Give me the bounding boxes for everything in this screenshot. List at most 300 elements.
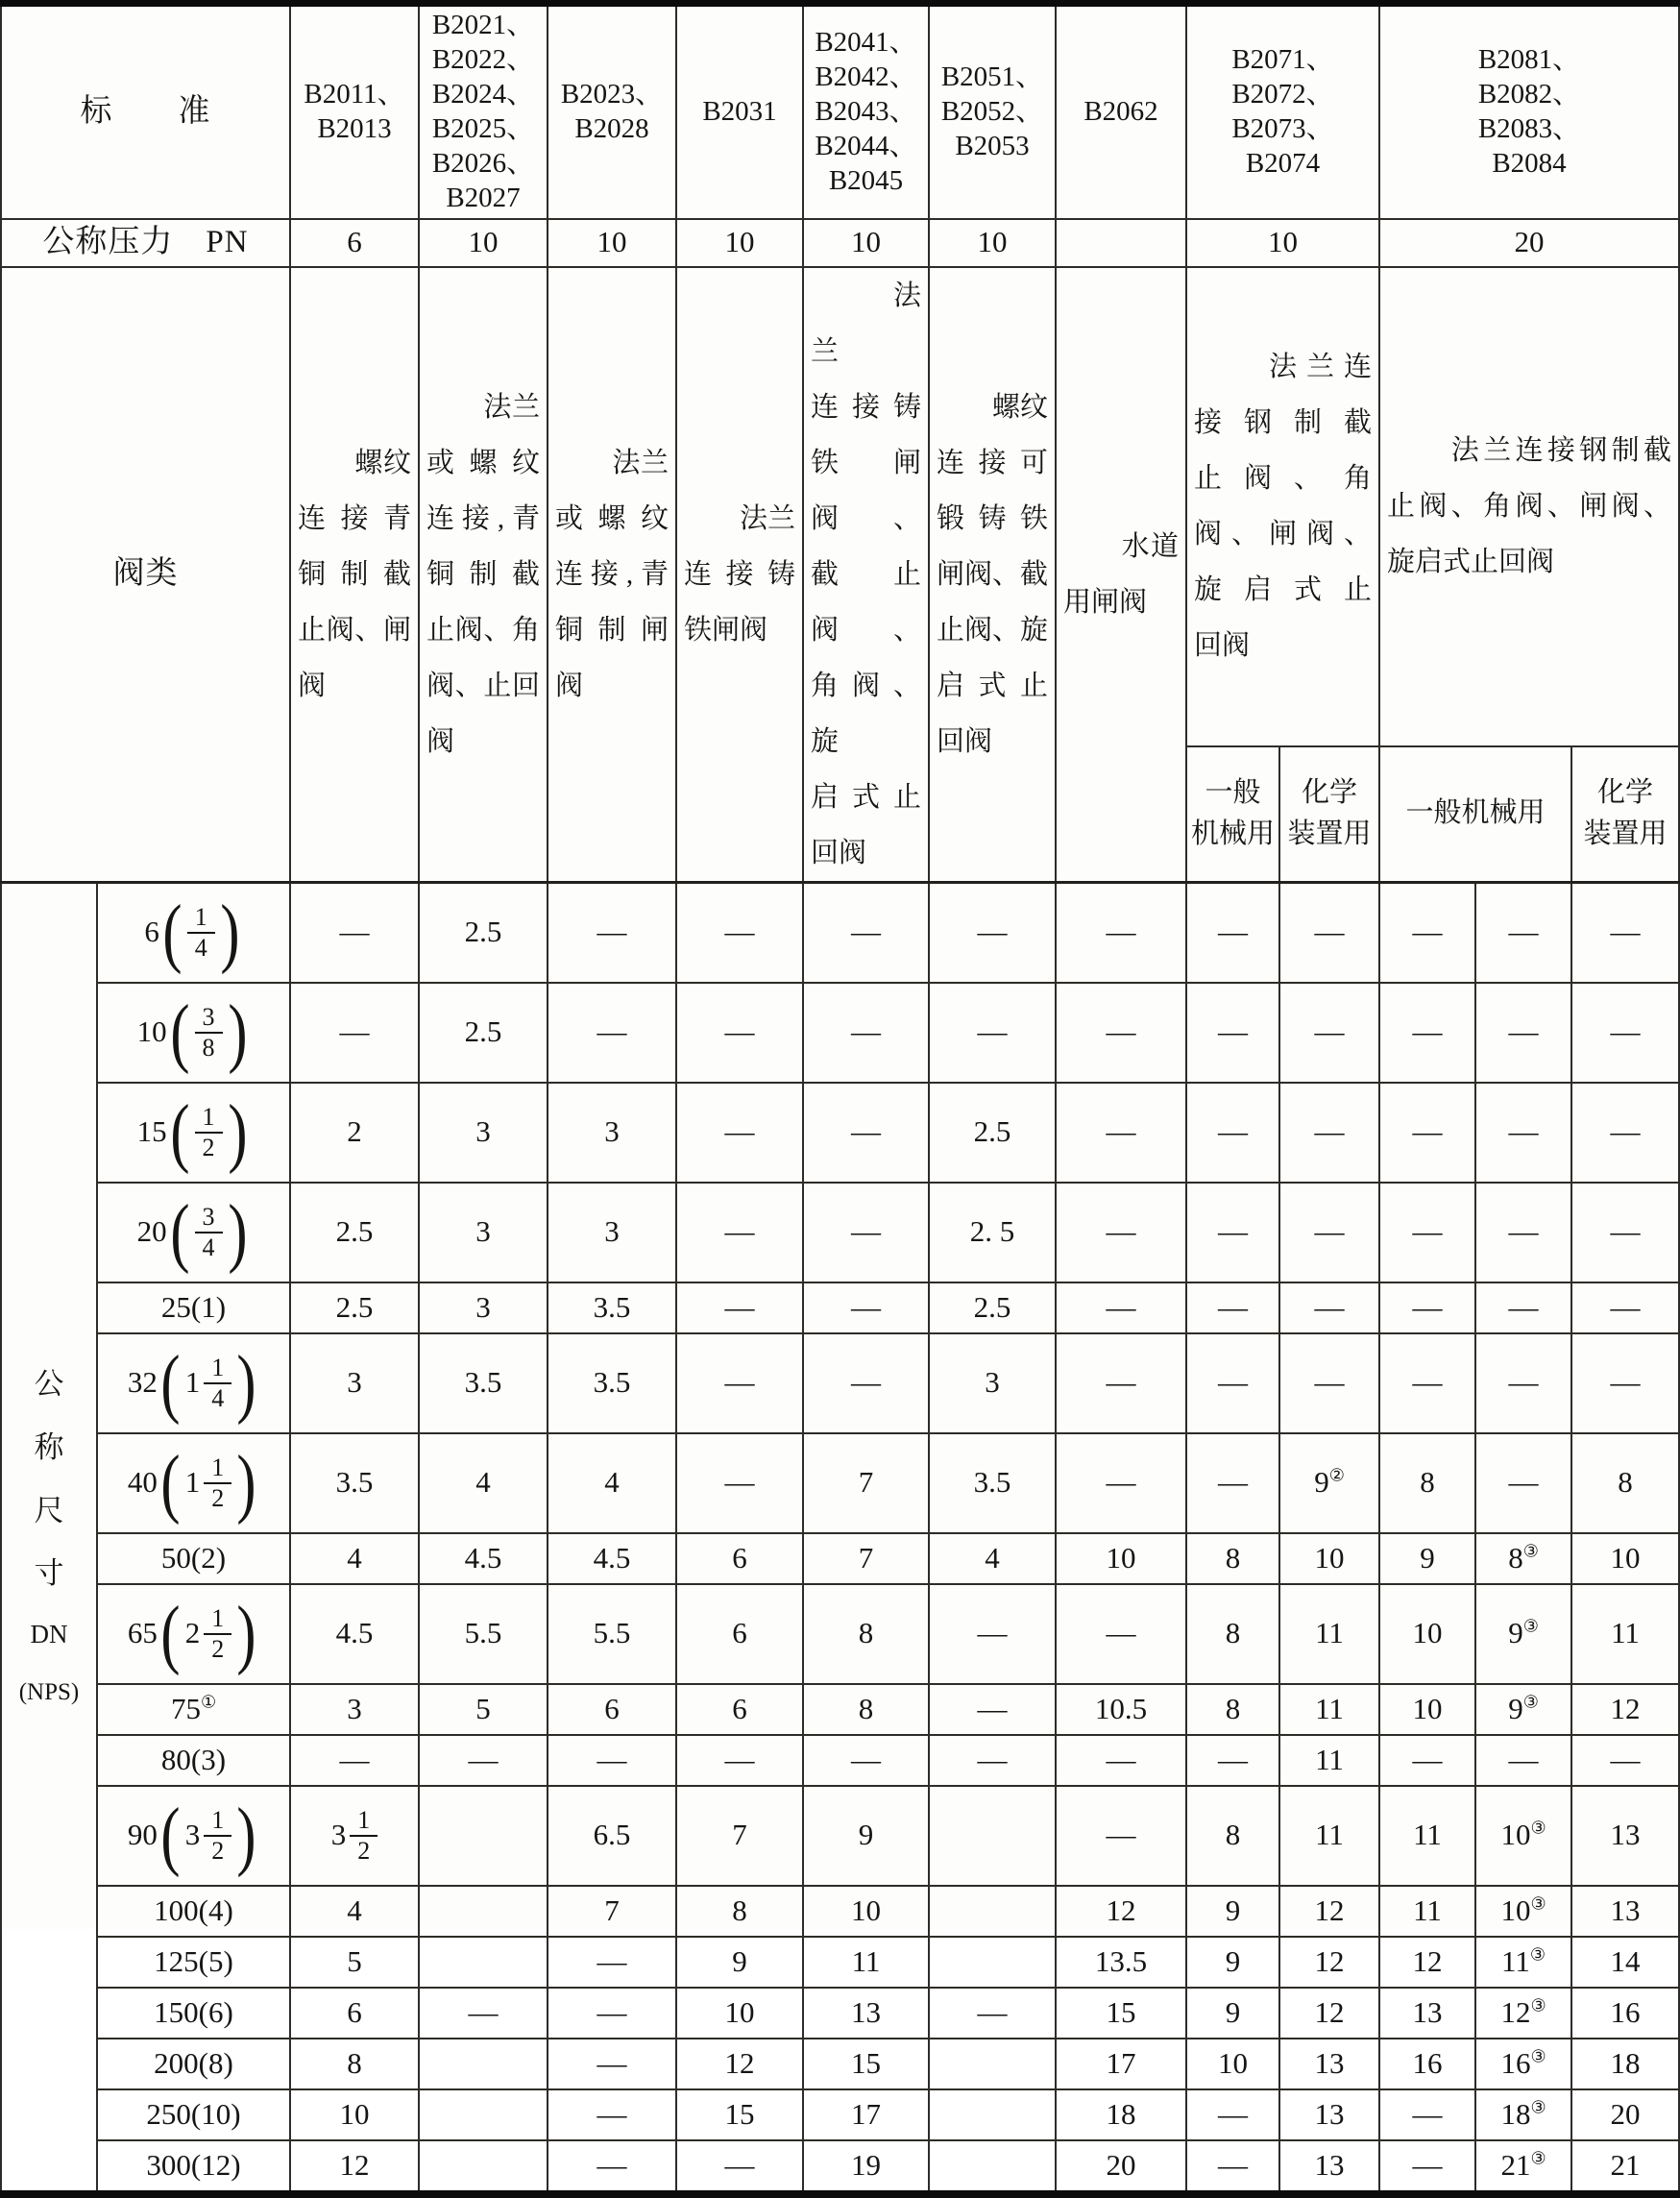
table-row xyxy=(1,1282,1679,1333)
table-cell: 3.5 xyxy=(548,1333,676,1433)
cell-number: 10 xyxy=(1500,1893,1531,1927)
table-cell: 15 xyxy=(1056,1988,1186,2039)
table-cell: 8 xyxy=(1186,1533,1279,1584)
valve-class-text-line: 止阀、角 xyxy=(426,614,540,646)
valve-class-text-line: 螺纹 xyxy=(298,447,411,478)
table-cell: 5.5 xyxy=(419,1584,548,1684)
table-cell: 7 xyxy=(803,1433,929,1533)
table-cell xyxy=(929,1937,1056,1988)
valve-class-text-line: 回阀 xyxy=(811,837,867,868)
em-dash: — xyxy=(1106,1289,1136,1324)
em-dash: — xyxy=(468,1742,499,1776)
table-cell xyxy=(1186,2140,1279,2194)
table-cell xyxy=(1186,983,1279,1083)
table-cell xyxy=(929,983,1056,1083)
fraction xyxy=(195,1004,223,1061)
table-cell xyxy=(676,1433,803,1533)
table-cell: 12 xyxy=(1056,1886,1186,1937)
table-cell xyxy=(676,2140,803,2194)
table-cell: 3 xyxy=(419,1282,548,1333)
size-label xyxy=(97,1886,290,1937)
table-cell xyxy=(1571,1333,1679,1433)
table-cell xyxy=(548,2140,676,2194)
footnote-mark: ③ xyxy=(1529,1944,1546,1965)
table-cell xyxy=(1475,1333,1571,1433)
table-row xyxy=(1,1533,1679,1584)
footnote-mark: ② xyxy=(1328,1466,1345,1486)
table-cell: 3.5 xyxy=(929,1433,1056,1533)
footnote-mark: ③ xyxy=(1530,1995,1546,2015)
table-row xyxy=(1,882,1679,983)
em-dash: — xyxy=(724,1365,755,1400)
valve-class-text-line: 法兰 xyxy=(684,502,796,534)
text-line: B2024、 xyxy=(431,78,535,110)
table-cell xyxy=(548,2039,676,2089)
em-dash: — xyxy=(468,1994,499,2029)
table-cell xyxy=(1279,882,1379,983)
table-header xyxy=(1,4,1679,883)
table-cell xyxy=(1279,1333,1379,1433)
table-cell: 7 xyxy=(548,1886,676,1937)
table-cell xyxy=(1379,2089,1475,2140)
table-cell xyxy=(1475,1684,1571,1735)
valve-class-text-line: 闸阀、截 xyxy=(937,558,1049,590)
table-cell xyxy=(929,1988,1056,2039)
table-cell: 10 xyxy=(1379,1684,1475,1735)
text-line: 一般机械用 xyxy=(1405,797,1546,829)
cell-number: 11 xyxy=(1501,1943,1530,1978)
table-cell: 8 xyxy=(290,2039,419,2089)
size-label: 32( 1 $\frac{1}{4}$ ) xyxy=(97,1333,290,1433)
em-dash: — xyxy=(1508,1742,1539,1776)
table-cell: 9 xyxy=(1186,1988,1279,2039)
size-dn: 20 xyxy=(136,1214,167,1249)
nominal-pressure-row xyxy=(1,219,1679,267)
table-cell: 4 xyxy=(419,1433,548,1533)
text-line: B2011、 xyxy=(304,78,405,110)
pn-value-cell: 10 xyxy=(676,219,803,267)
em-dash: — xyxy=(1412,1214,1443,1249)
vertical-label-char: 寸 xyxy=(34,1556,64,1591)
valve-class-text-line: 法兰 xyxy=(811,280,921,367)
em-dash: — xyxy=(851,1742,881,1776)
table-cell xyxy=(1571,983,1679,1083)
text-line: 装置用 xyxy=(1287,818,1372,850)
table-cell xyxy=(419,2140,548,2194)
footnote-mark: ① xyxy=(200,1692,217,1712)
valve-class-text-line: 用闸阀 xyxy=(1063,586,1148,618)
table-cell: 16 xyxy=(1379,2039,1475,2089)
valve-class-text-line: 铁闸阀 xyxy=(684,614,768,646)
table-cell: 4.5 xyxy=(419,1533,548,1584)
table-cell xyxy=(803,1183,929,1282)
table-cell: 11 xyxy=(1379,1786,1475,1886)
table-cell xyxy=(929,2039,1056,2089)
table-cell: 12 xyxy=(676,2039,803,2089)
table-cell: 9 xyxy=(803,1786,929,1886)
table-cell xyxy=(290,1735,419,1786)
cell-number: 10 xyxy=(1500,1818,1531,1852)
valve-class-text-line: 旋启式止 xyxy=(1194,574,1372,606)
text-line: B2026、 xyxy=(431,147,535,179)
valve-class-text-line: 角阀、旋 xyxy=(811,670,921,757)
valve-class-text-line: 法兰连 xyxy=(1194,352,1372,383)
table-row xyxy=(1,1886,1679,1937)
text-line: B2071、 xyxy=(1231,43,1334,75)
em-dash: — xyxy=(977,1691,1008,1725)
em-dash: — xyxy=(724,2147,755,2182)
valve-class-text-line: 法兰 xyxy=(555,447,669,478)
em-dash: — xyxy=(724,1742,755,1776)
text-line: B2051、 xyxy=(940,61,1044,92)
table-cell: 9 xyxy=(1186,1937,1279,1988)
table-cell: 12 xyxy=(1379,1937,1475,1988)
table-cell xyxy=(929,1735,1056,1786)
table-cell: 12 xyxy=(1571,1684,1679,1735)
table-cell: 10 xyxy=(676,1988,803,2039)
standard-cell xyxy=(419,4,548,219)
em-dash: — xyxy=(597,1943,627,1978)
valve-class-cell xyxy=(676,267,803,883)
fraction-numerator: 1 xyxy=(195,1104,223,1133)
table-cell: 6 xyxy=(548,1684,676,1735)
text-line: B2041、 xyxy=(815,26,917,58)
em-dash: — xyxy=(724,1289,755,1324)
size-text: 80(3) xyxy=(160,1742,227,1776)
size-label: 20( $\frac{3}{4}$ ) xyxy=(97,1183,290,1282)
text-line: B2084 xyxy=(1492,147,1567,179)
table-cell: 13 xyxy=(1571,1786,1679,1886)
table-cell: 8 xyxy=(676,1886,803,1937)
em-dash: — xyxy=(1412,1742,1443,1776)
text-line: 化学 xyxy=(1301,776,1357,808)
text-line: B2053 xyxy=(955,130,1030,161)
em-dash: — xyxy=(597,2147,627,2182)
em-dash: — xyxy=(724,1465,755,1500)
table-cell xyxy=(1056,1433,1186,1533)
usage-subheader-cell xyxy=(1571,746,1679,883)
table-cell: 15 xyxy=(676,2089,803,2140)
table-cell: 2. 5 xyxy=(929,1183,1056,1282)
em-dash: — xyxy=(724,915,755,949)
table-cell xyxy=(1056,1584,1186,1684)
cell-number: 16 xyxy=(1500,2045,1531,2080)
table-cell: 10 xyxy=(1571,1533,1679,1584)
valve-class-text-line: 水道 xyxy=(1063,530,1179,562)
table-cell xyxy=(1379,1183,1475,1282)
valve-class-text-line: 连接铸 xyxy=(684,558,795,590)
em-dash: — xyxy=(1218,1465,1248,1500)
standard-cell xyxy=(290,4,419,219)
table-cell xyxy=(1056,1735,1186,1786)
table-cell: 3.5 xyxy=(290,1433,419,1533)
valve-class-text-line: 铜制闸 xyxy=(555,614,669,646)
table-cell xyxy=(1475,1433,1571,1533)
table-cell xyxy=(1379,983,1475,1083)
table-cell: 2.5 xyxy=(419,882,548,983)
em-dash: — xyxy=(1106,1742,1136,1776)
text-line: B2045 xyxy=(828,164,904,196)
fraction-denominator: 8 xyxy=(202,1033,215,1062)
em-dash: — xyxy=(1610,1742,1641,1776)
em-dash: — xyxy=(977,1742,1008,1776)
table-cell: 13 xyxy=(1571,1886,1679,1937)
fraction xyxy=(204,1605,231,1662)
size-label xyxy=(97,1282,290,1333)
table-cell xyxy=(1279,1433,1379,1533)
em-dash: — xyxy=(1106,1014,1136,1049)
em-dash: — xyxy=(1412,1289,1443,1324)
em-dash: — xyxy=(339,1742,370,1776)
table-cell xyxy=(1571,1735,1679,1786)
table-cell xyxy=(548,1735,676,1786)
size-label: 90( 3 $\frac{1}{2}$ ) xyxy=(97,1786,290,1886)
table-cell: 13.5 xyxy=(1056,1937,1186,1988)
valve-class-text-line: 法兰连接钢制截 xyxy=(1387,435,1671,467)
table-cell xyxy=(929,882,1056,983)
em-dash: — xyxy=(1508,1365,1539,1400)
usage-subheader-cell xyxy=(1379,746,1571,883)
table-body xyxy=(1,882,1679,2194)
vertical-label-char: DN xyxy=(30,1620,68,1649)
fraction-denominator: 2 xyxy=(357,1836,371,1865)
table-cell: 4 xyxy=(548,1433,676,1533)
fraction-denominator: 4 xyxy=(194,933,207,962)
table-cell: 17 xyxy=(1056,2039,1186,2089)
table-cell: 3 xyxy=(548,1183,676,1282)
valve-class-text-line: 止阀、角 xyxy=(1194,463,1372,495)
valve-class-text-line: 启式止 xyxy=(937,670,1048,701)
valve-class-row xyxy=(1,267,1679,746)
standard-cell xyxy=(676,4,803,219)
table-cell: 8 xyxy=(1379,1433,1475,1533)
fraction-denominator: 4 xyxy=(202,1233,215,1261)
valve-class-text-line: 旋启式止回阀 xyxy=(1387,547,1555,578)
size-text: 300(12) xyxy=(146,2147,241,2182)
valve-class-cell xyxy=(803,267,929,883)
text-line: B2042、 xyxy=(815,61,917,92)
table-cell: 7 xyxy=(803,1533,929,1584)
table-row xyxy=(1,1183,1679,1282)
table-cell xyxy=(1475,1786,1571,1886)
footnote-mark: ③ xyxy=(1522,1617,1539,1637)
table-cell xyxy=(676,983,803,1083)
em-dash: — xyxy=(597,2045,627,2080)
table-cell xyxy=(1475,882,1571,983)
table-cell xyxy=(1056,983,1186,1083)
size-label xyxy=(97,1937,290,1988)
fraction xyxy=(195,1204,223,1260)
table-cell xyxy=(676,1735,803,1786)
footnote-mark: ③ xyxy=(1530,2046,1546,2066)
table-row xyxy=(1,1584,1679,1684)
em-dash: — xyxy=(1508,1214,1539,1249)
em-dash: — xyxy=(1106,1465,1136,1500)
valve-class-text-line: 阀 xyxy=(298,670,327,701)
table-cell xyxy=(1279,1183,1379,1282)
fraction-numerator: 1 xyxy=(350,1807,377,1836)
pn-value-cell: 10 xyxy=(929,219,1056,267)
valve-class-label: 阀类 xyxy=(1,267,290,883)
em-dash: — xyxy=(1412,915,1443,949)
footnote-mark: ③ xyxy=(1530,2097,1546,2117)
table-cell xyxy=(1475,1533,1571,1584)
cell-number: 9 xyxy=(1508,1616,1523,1650)
standard-cell xyxy=(803,4,929,219)
table-cell xyxy=(1475,2140,1571,2194)
pn-value-cell xyxy=(1056,219,1186,267)
text-line: B2073、 xyxy=(1231,112,1334,144)
table-cell: 9 xyxy=(1379,1533,1475,1584)
text-line: B2031 xyxy=(702,95,777,127)
fraction-numerator: 3 xyxy=(195,1204,223,1233)
table-cell xyxy=(1379,882,1475,983)
valve-class-text-line: 止阀、闸 xyxy=(298,614,411,646)
fraction-numerator: 3 xyxy=(195,1004,223,1033)
table-cell xyxy=(548,1937,676,1988)
table-cell xyxy=(1571,1083,1679,1183)
fraction xyxy=(204,1454,231,1511)
table-cell: 10 xyxy=(1379,1584,1475,1684)
standard-row xyxy=(1,4,1679,219)
table-cell xyxy=(1475,1937,1571,1988)
valve-class-cell xyxy=(1186,267,1379,746)
em-dash: — xyxy=(1218,1114,1248,1149)
size-whole: 2 xyxy=(184,1616,201,1650)
valve-class-cell xyxy=(419,267,548,883)
standard-cell xyxy=(929,4,1056,219)
table-cell: 10 xyxy=(803,1886,929,1937)
em-dash: — xyxy=(1610,1289,1641,1324)
em-dash: — xyxy=(597,1994,627,2029)
standard-cell xyxy=(1186,4,1379,219)
em-dash: — xyxy=(1610,1214,1641,1249)
valve-class-text-line: 接钢制截 xyxy=(1194,407,1372,439)
text-line: B2023、 xyxy=(560,78,664,110)
table-cell: 4.5 xyxy=(290,1584,419,1684)
text-line: B2025、 xyxy=(431,112,535,144)
size-text: 150(6) xyxy=(154,1994,233,2029)
table-row xyxy=(1,2140,1679,2194)
em-dash: — xyxy=(1412,1365,1443,1400)
table-cell: 18 xyxy=(1571,2039,1679,2089)
table-cell: 13 xyxy=(1379,1988,1475,2039)
text-line: B2021、 xyxy=(431,10,535,40)
table-cell xyxy=(1379,1083,1475,1183)
valve-class-text-line: 截止阀、 xyxy=(811,558,921,646)
table-cell: 18 xyxy=(1056,2089,1186,2140)
table-cell: 12 xyxy=(290,2140,419,2194)
size-dn: 10 xyxy=(136,1014,167,1049)
em-dash: — xyxy=(851,1289,881,1324)
vertical-label-char: 尺 xyxy=(34,1493,64,1527)
size-text: 75 xyxy=(170,1691,201,1725)
valve-class-text-line: 连接,青 xyxy=(555,558,669,590)
fraction-numerator: 1 xyxy=(204,1605,231,1634)
valve-class-cell xyxy=(929,267,1056,883)
size-text: 50(2) xyxy=(160,1540,227,1575)
cell-number: 8 xyxy=(1508,1540,1523,1575)
em-dash: — xyxy=(1412,1014,1443,1049)
table-cell: 11 xyxy=(1279,1735,1379,1786)
pn-value-cell: 10 xyxy=(548,219,676,267)
size-text: 100(4) xyxy=(154,1893,233,1927)
text-line: B2027 xyxy=(446,182,521,213)
valve-class-text-line: 铜制截 xyxy=(426,558,540,590)
table-cell xyxy=(1475,1988,1571,2039)
table-cell: 3.5 xyxy=(419,1333,548,1433)
pn-value-cell: 10 xyxy=(1186,219,1379,267)
table-cell: 3.5 xyxy=(548,1282,676,1333)
table-cell: 4 xyxy=(290,1533,419,1584)
em-dash: — xyxy=(1314,1289,1345,1324)
table-cell: 21 xyxy=(1571,2140,1679,2194)
table-cell: 11 xyxy=(1279,1684,1379,1735)
fraction-numerator: 1 xyxy=(204,1807,231,1836)
text-line: B2072、 xyxy=(1231,78,1334,110)
table-cell xyxy=(1571,1183,1679,1282)
table-cell xyxy=(1475,1183,1571,1282)
text-line: B2043、 xyxy=(815,95,917,127)
em-dash: — xyxy=(851,1365,881,1400)
table-cell xyxy=(1186,882,1279,983)
table-cell xyxy=(1379,1282,1475,1333)
table-cell xyxy=(1186,1735,1279,1786)
table-row xyxy=(1,1786,1679,1886)
em-dash: — xyxy=(1218,1214,1248,1249)
pn-value-cell: 6 xyxy=(290,219,419,267)
table-cell: 6 xyxy=(676,1684,803,1735)
pn-label: 公称压力 PN xyxy=(1,219,290,267)
cell-number: 9 xyxy=(1508,1691,1523,1725)
table-cell xyxy=(803,882,929,983)
table-row xyxy=(1,1333,1679,1433)
table-cell: 8 xyxy=(1571,1433,1679,1533)
valve-class-text-line: 连接铸 xyxy=(811,391,921,423)
usage-subheader-cell xyxy=(1279,746,1379,883)
table-cell xyxy=(1186,1183,1279,1282)
table-cell xyxy=(1475,1083,1571,1183)
size-label xyxy=(97,1533,290,1584)
table-cell xyxy=(676,1083,803,1183)
em-dash: — xyxy=(1508,915,1539,949)
em-dash: — xyxy=(1106,1818,1136,1852)
em-dash: — xyxy=(1218,2147,1248,2182)
table-row xyxy=(1,1988,1679,2039)
text-line: B2082、 xyxy=(1477,78,1581,110)
valve-class-cell xyxy=(290,267,419,883)
text-line: 机械用 xyxy=(1190,818,1275,850)
table-row xyxy=(1,1937,1679,1988)
table-cell: 10.5 xyxy=(1056,1684,1186,1735)
em-dash: — xyxy=(1106,915,1136,949)
table-cell xyxy=(419,1937,548,1988)
standard-cell xyxy=(1379,4,1679,219)
table-cell: 4 xyxy=(290,1886,419,1937)
table-cell xyxy=(1056,1786,1186,1886)
em-dash: — xyxy=(597,1014,627,1049)
table-row xyxy=(1,2089,1679,2140)
size-text: 125(5) xyxy=(154,1943,233,1978)
footnote-mark: ③ xyxy=(1522,1692,1539,1712)
table-cell: 20 xyxy=(1571,2089,1679,2140)
size-dn: 40 xyxy=(127,1465,158,1500)
text-line: B2044、 xyxy=(815,130,917,161)
em-dash: — xyxy=(851,1014,881,1049)
table-cell: 3 xyxy=(290,1684,419,1735)
table-cell: 13 xyxy=(1279,2140,1379,2194)
table-cell xyxy=(419,1735,548,1786)
